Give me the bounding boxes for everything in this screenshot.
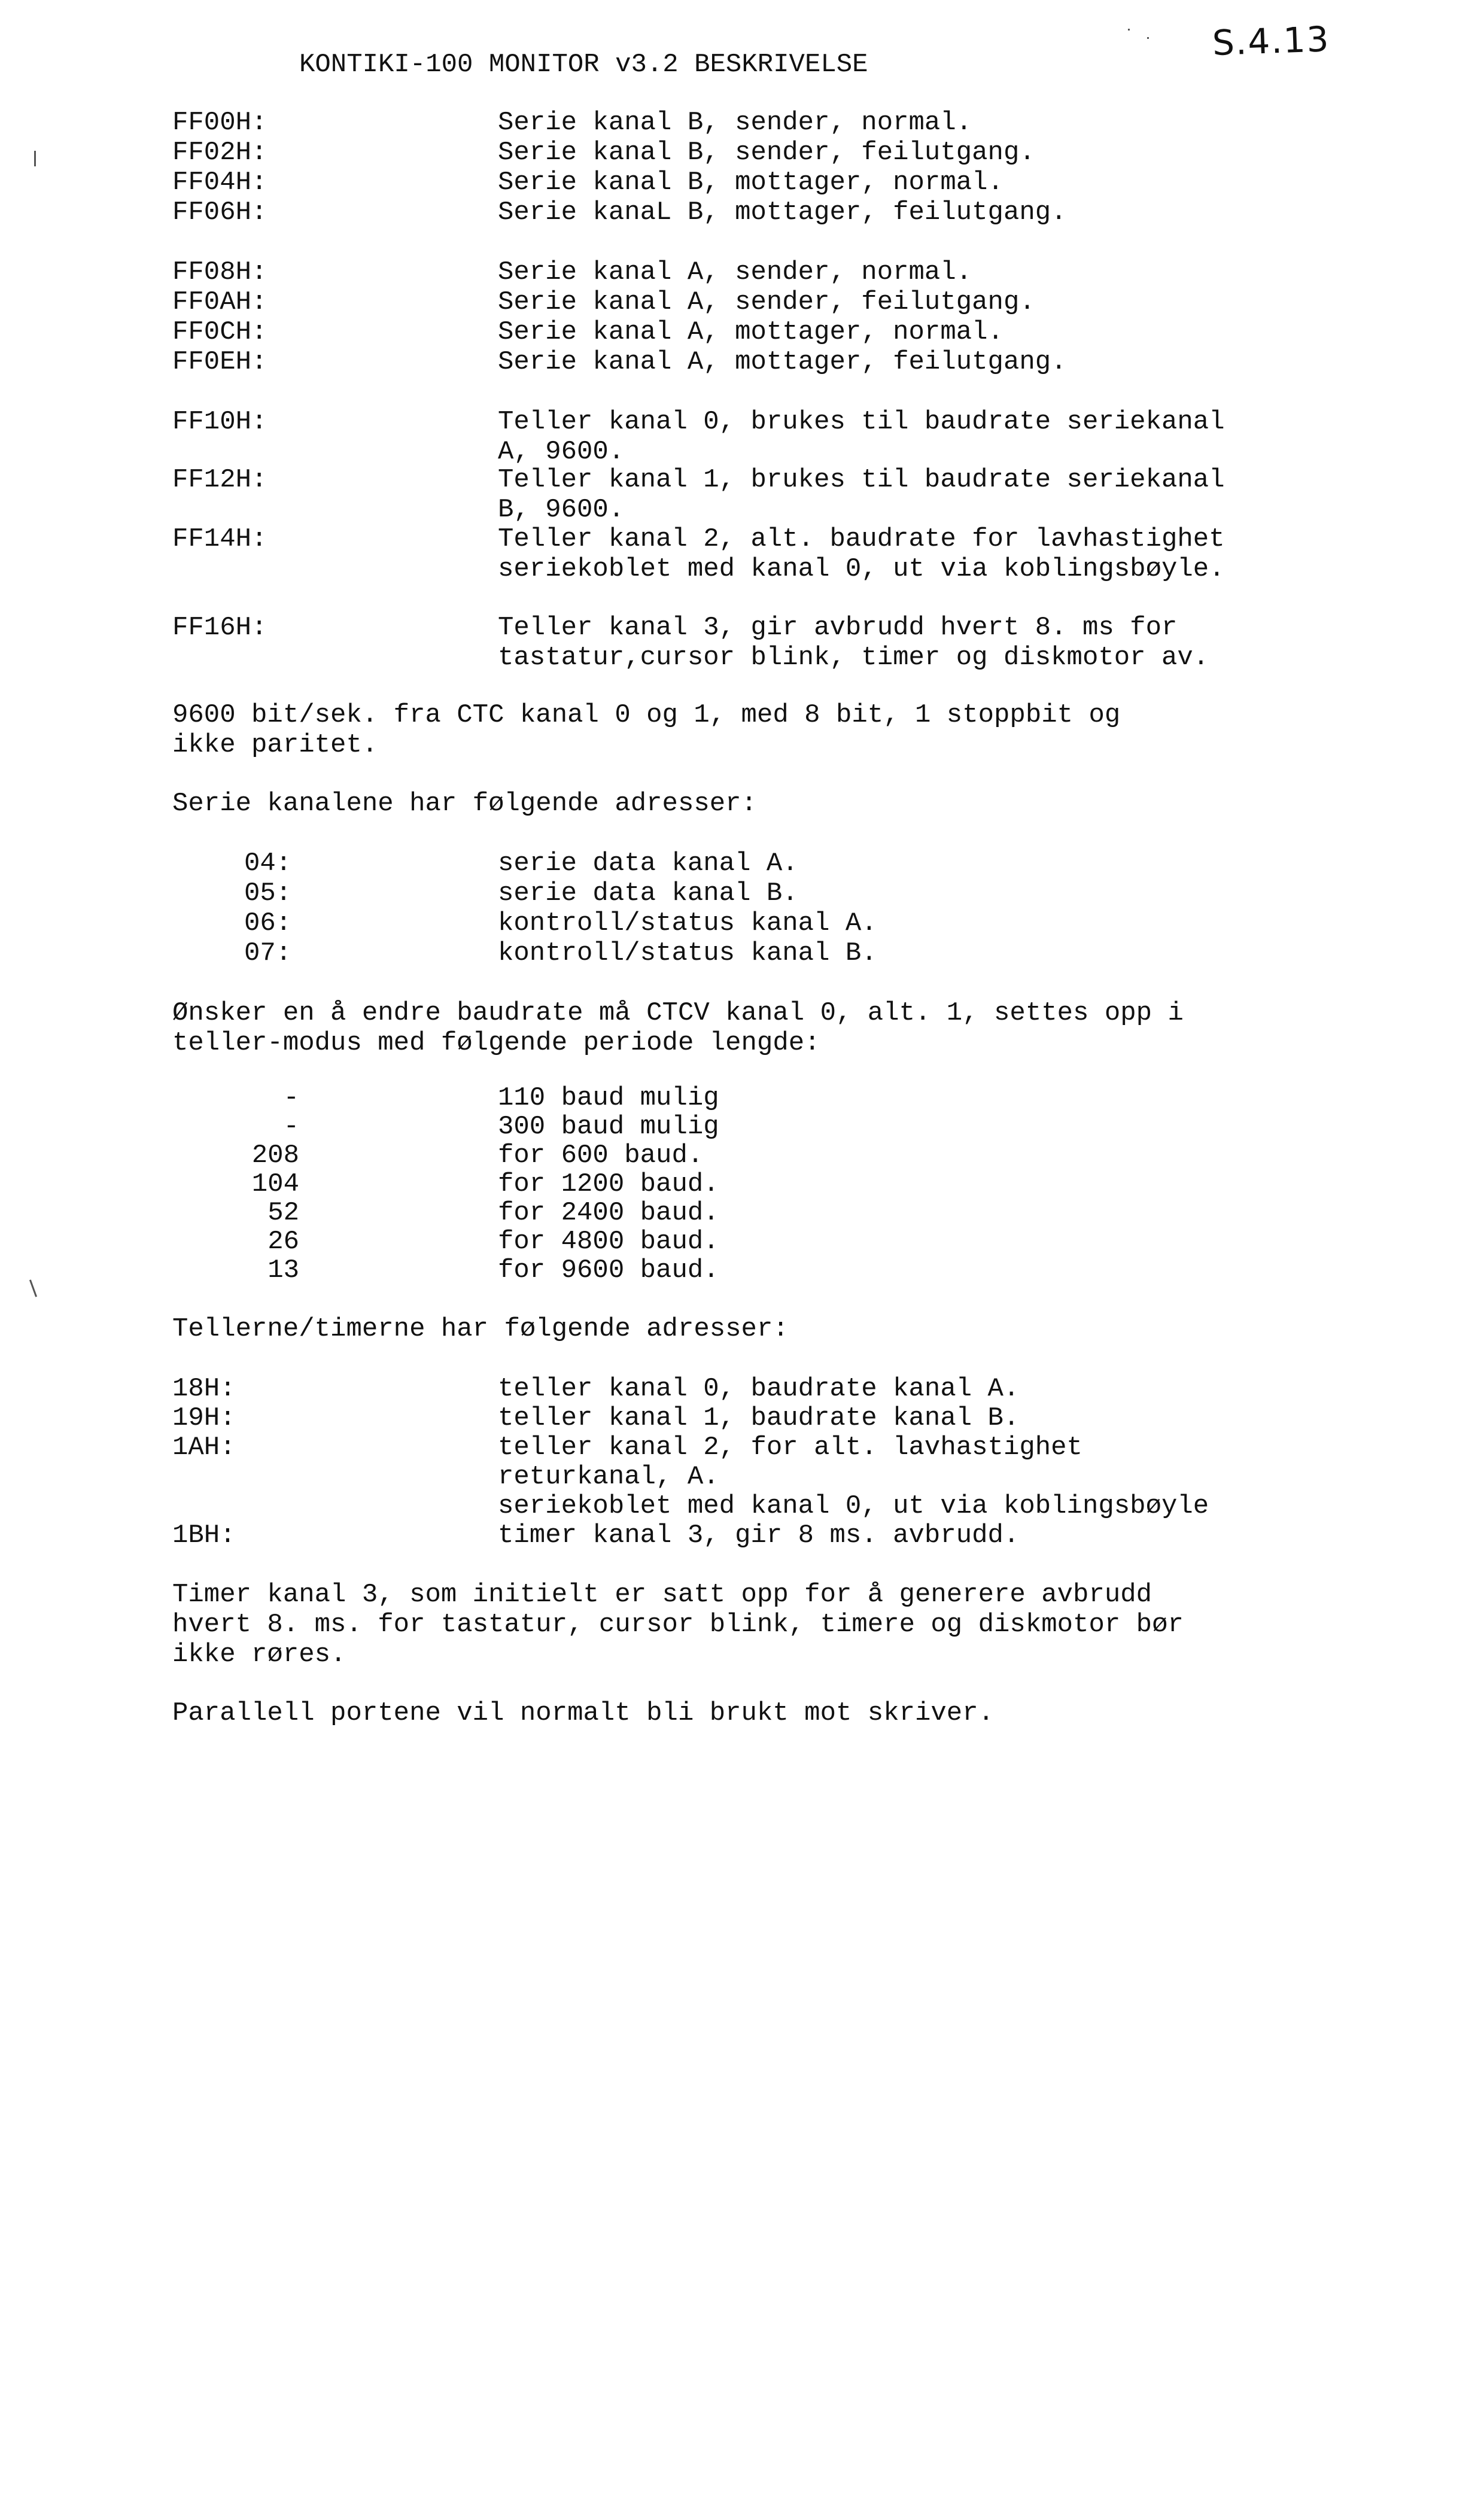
- scan-mark: [1128, 29, 1130, 31]
- address-description: Serie kanal B, mottager, normal.: [498, 168, 1003, 197]
- address-label: FF0EH:: [172, 347, 267, 377]
- address-label: FF08H:: [172, 257, 267, 287]
- address-label: FF12H:: [172, 465, 267, 495]
- address-label: FF00H:: [172, 108, 267, 138]
- address-description: teller kanal 1, baudrate kanal B.: [498, 1403, 1020, 1433]
- address-description: Teller kanal 0, brukes til baudrate seriekanal: [498, 407, 1225, 437]
- period-value: 208: [251, 1141, 299, 1170]
- paragraph-line: ikke røres.: [172, 1640, 346, 1669]
- address-description: serie data kanal B.: [498, 878, 798, 908]
- address-description: serie data kanal A.: [498, 849, 798, 878]
- address-description-cont: A, 9600.: [498, 437, 625, 467]
- paragraph-line: Timer kanal 3, som initielt er satt opp for å generere avbrudd: [172, 1580, 1152, 1610]
- address-label: FF04H:: [172, 168, 267, 197]
- paragraph-line: ikke paritet.: [172, 730, 378, 760]
- period-value: 104: [251, 1169, 299, 1199]
- address-description: Serie kanal A, sender, normal.: [498, 257, 972, 287]
- address-label: FF02H:: [172, 138, 267, 168]
- address-description: returkanal, A.: [498, 1462, 719, 1492]
- scan-mark: [1147, 37, 1149, 39]
- scan-mark: [34, 151, 36, 166]
- paragraph-line: hvert 8. ms. for tastatur, cursor blink, timere og diskmotor bør: [172, 1610, 1184, 1640]
- address-label: 19H:: [172, 1403, 236, 1433]
- address-description-cont: seriekoblet med kanal 0, ut via koblingsbøyle.: [498, 554, 1225, 584]
- address-label: FF10H:: [172, 407, 267, 437]
- section-heading: Tellerne/timerne har følgende adresser:: [172, 1314, 789, 1344]
- document-title: KONTIKI-100 MONITOR v3.2 BESKRIVELSE: [299, 50, 868, 80]
- address-description: Serie kanal A, mottager, feilutgang.: [498, 347, 1067, 377]
- address-description: Teller kanal 2, alt. baudrate for lavhastighet: [498, 524, 1225, 554]
- address-label: 07:: [244, 938, 292, 968]
- baud-description: 110 baud mulig: [498, 1083, 719, 1113]
- period-value: -: [283, 1083, 299, 1113]
- period-value: -: [283, 1112, 299, 1142]
- address-label: 04:: [244, 849, 292, 878]
- period-value: 26: [267, 1227, 299, 1257]
- address-description: kontroll/status kanal B.: [498, 938, 877, 968]
- section-heading: Serie kanalene har følgende adresser:: [172, 789, 757, 819]
- paragraph-line: Ønsker en å endre baudrate må CTCV kanal 0, alt. 1, settes opp i: [172, 998, 1184, 1028]
- period-value: 13: [267, 1255, 299, 1285]
- address-description: kontroll/status kanal A.: [498, 908, 877, 938]
- address-label: 05:: [244, 878, 292, 908]
- address-description-cont: B, 9600.: [498, 495, 625, 525]
- baud-description: for 600 baud.: [498, 1141, 704, 1170]
- baud-description: for 4800 baud.: [498, 1227, 719, 1257]
- address-label: FF16H:: [172, 613, 267, 643]
- address-description: Teller kanal 3, gir avbrudd hvert 8. ms for: [498, 613, 1178, 643]
- address-label: FF06H:: [172, 197, 267, 227]
- address-description: timer kanal 3, gir 8 ms. avbrudd.: [498, 1520, 1020, 1550]
- address-description-cont: tastatur,cursor blink, timer og diskmotor av.: [498, 643, 1209, 673]
- address-description: teller kanal 2, for alt. lavhastighet: [498, 1433, 1082, 1462]
- scan-mark: [29, 1279, 37, 1297]
- paragraph-line: Parallell portene vil normalt bli brukt mot skriver.: [172, 1698, 995, 1728]
- paragraph-line: teller-modus med følgende periode lengde:: [172, 1028, 820, 1058]
- page-number: S.4.13: [1211, 19, 1331, 63]
- baud-description: 300 baud mulig: [498, 1112, 719, 1142]
- address-label: 1AH:: [172, 1433, 236, 1462]
- baud-description: for 9600 baud.: [498, 1255, 719, 1285]
- baud-description: for 2400 baud.: [498, 1198, 719, 1228]
- address-description: seriekoblet med kanal 0, ut via koblingsbøyle: [498, 1491, 1209, 1521]
- paragraph-line: 9600 bit/sek. fra CTC kanal 0 og 1, med 8 bit, 1 stoppbit og: [172, 700, 1121, 730]
- address-label: FF0AH:: [172, 287, 267, 317]
- address-description: Serie kanal B, sender, feilutgang.: [498, 138, 1035, 168]
- address-label: 1BH:: [172, 1520, 236, 1550]
- address-label: 18H:: [172, 1374, 236, 1404]
- address-label: FF0CH:: [172, 317, 267, 347]
- address-description: Serie kanal B, sender, normal.: [498, 108, 972, 138]
- address-description: Teller kanal 1, brukes til baudrate seriekanal: [498, 465, 1225, 495]
- address-label: 06:: [244, 908, 292, 938]
- period-value: 52: [267, 1198, 299, 1228]
- address-label: FF14H:: [172, 524, 267, 554]
- address-description: Serie kanal A, mottager, normal.: [498, 317, 1003, 347]
- address-description: Serie kanal A, sender, feilutgang.: [498, 287, 1035, 317]
- baud-description: for 1200 baud.: [498, 1169, 719, 1199]
- address-description: Serie kanaL B, mottager, feilutgang.: [498, 197, 1067, 227]
- address-description: teller kanal 0, baudrate kanal A.: [498, 1374, 1020, 1404]
